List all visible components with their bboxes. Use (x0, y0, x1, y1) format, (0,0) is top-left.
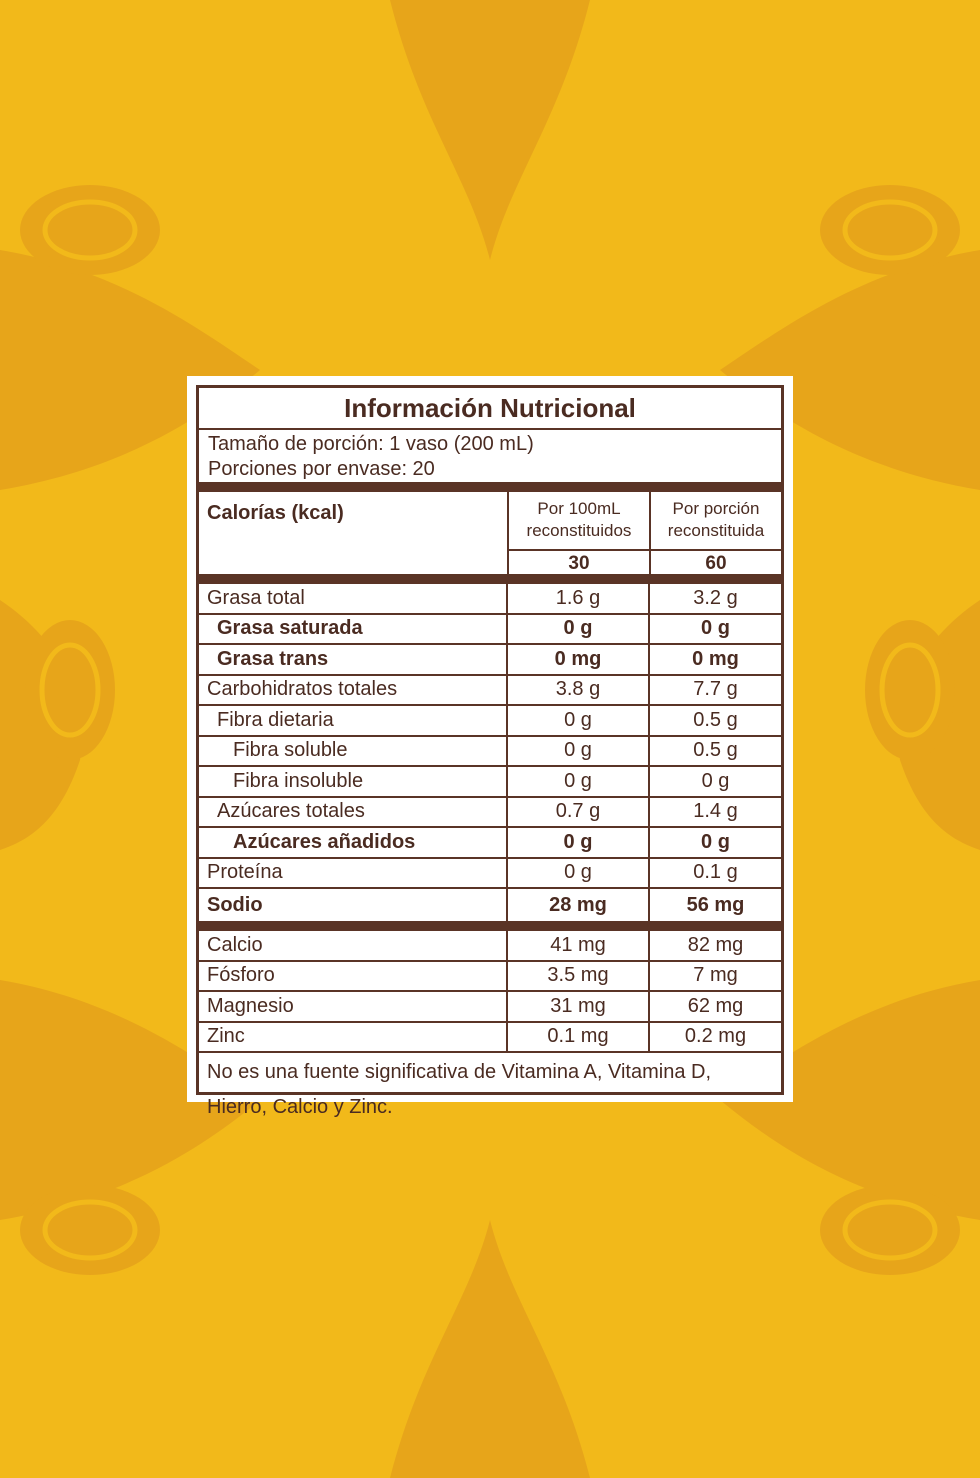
nutrient-value-portion: 0.5 g (649, 705, 781, 736)
nutrient-name: Fibra soluble (199, 736, 507, 767)
nutrition-facts-label (196, 385, 784, 1118)
nutrient-value-portion: 56 mg (649, 888, 781, 921)
nutrient-name: Grasa saturada (199, 614, 507, 645)
mineral-value-100ml: 0.1 mg (507, 1022, 649, 1052)
table-row (199, 858, 781, 889)
table-row (199, 705, 781, 736)
thick-divider (199, 574, 781, 584)
nutrient-name: Grasa total (199, 584, 507, 614)
thick-divider (199, 921, 781, 931)
nutrient-value-100ml: 0 g (507, 827, 649, 858)
mineral-value-portion: 0.2 mg (649, 1022, 781, 1052)
nutrient-value-portion: 0.1 g (649, 858, 781, 889)
serving-size: Tamaño de porción: 1 vaso (200 mL) (208, 433, 534, 455)
mineral-value-100ml: 3.5 mg (507, 961, 649, 992)
mineral-value-portion: 7 mg (649, 961, 781, 992)
mineral-name: Fósforo (199, 961, 507, 992)
nutrient-value-portion: 0 g (649, 827, 781, 858)
thick-divider (199, 482, 781, 492)
nutrient-name: Azúcares añadidos (199, 827, 507, 858)
nutrient-value-portion: 1.4 g (649, 797, 781, 828)
table-row (199, 644, 781, 675)
table-row (199, 614, 781, 645)
nutrient-value-portion: 0.5 g (649, 736, 781, 767)
table-row (199, 675, 781, 706)
calories-label: Calorías (kcal) (207, 502, 344, 524)
nutrient-value-portion: 0 mg (649, 644, 781, 675)
table-row (199, 1022, 781, 1052)
table-row (199, 991, 781, 1022)
mineral-value-100ml: 41 mg (507, 931, 649, 961)
nutrient-value-100ml: 28 mg (507, 888, 649, 921)
nutrient-name: Grasa trans (199, 644, 507, 675)
calories-header (199, 492, 781, 574)
minerals-table (199, 931, 781, 1051)
mineral-value-portion: 82 mg (649, 931, 781, 961)
nutrient-value-100ml: 3.8 g (507, 675, 649, 706)
nutrient-value-100ml: 0 g (507, 858, 649, 889)
nutrient-name: Azúcares totales (199, 797, 507, 828)
nutrient-value-100ml: 0.7 g (507, 797, 649, 828)
nutrient-value-100ml: 0 mg (507, 644, 649, 675)
table-row (199, 797, 781, 828)
mineral-name: Magnesio (199, 991, 507, 1022)
nutrient-value-100ml: 0 g (507, 614, 649, 645)
nutrient-value-100ml: 1.6 g (507, 584, 649, 614)
nutrient-name: Fibra dietaria (199, 705, 507, 736)
table-row (199, 584, 781, 614)
nutrient-name: Proteína (199, 858, 507, 889)
nutrient-value-portion: 7.7 g (649, 675, 781, 706)
nutrient-name: Carbohidratos totales (199, 675, 507, 706)
nutrient-name: Sodio (207, 893, 263, 916)
table-row (199, 766, 781, 797)
footnote: No es una fuente significativa de Vitamina A, Vitamina D, Hierro, Calcio y Zinc. (199, 1051, 781, 1125)
label-title: Información Nutricional (199, 388, 781, 430)
nutrient-value-portion: 0 g (649, 766, 781, 797)
nutrient-value-100ml: 0 g (507, 705, 649, 736)
table-row (199, 888, 781, 921)
table-row (199, 736, 781, 767)
nutrient-name: Fibra insoluble (199, 766, 507, 797)
nutrient-value-100ml: 0 g (507, 766, 649, 797)
mineral-name: Calcio (199, 931, 507, 961)
col1-header: Por 100mL reconstituidos (507, 492, 649, 549)
nutrient-value-portion: 0 g (649, 614, 781, 645)
calories-col2: 60 (649, 549, 781, 574)
table-row (199, 827, 781, 858)
calories-col1: 30 (507, 549, 649, 574)
table-row (199, 961, 781, 992)
nutrient-value-portion: 3.2 g (649, 584, 781, 614)
nutrient-value-100ml: 0 g (507, 736, 649, 767)
mineral-value-portion: 62 mg (649, 991, 781, 1022)
serving-info (199, 430, 781, 482)
mineral-value-100ml: 31 mg (507, 991, 649, 1022)
nutrition-label-panel (187, 376, 793, 1118)
table-row (199, 931, 781, 961)
mineral-name: Zinc (207, 1025, 245, 1048)
nutrients-table (199, 584, 781, 921)
col2-header: Por porción reconstituida (649, 492, 781, 549)
servings-per-container: Porciones por envase: 20 (208, 458, 435, 480)
